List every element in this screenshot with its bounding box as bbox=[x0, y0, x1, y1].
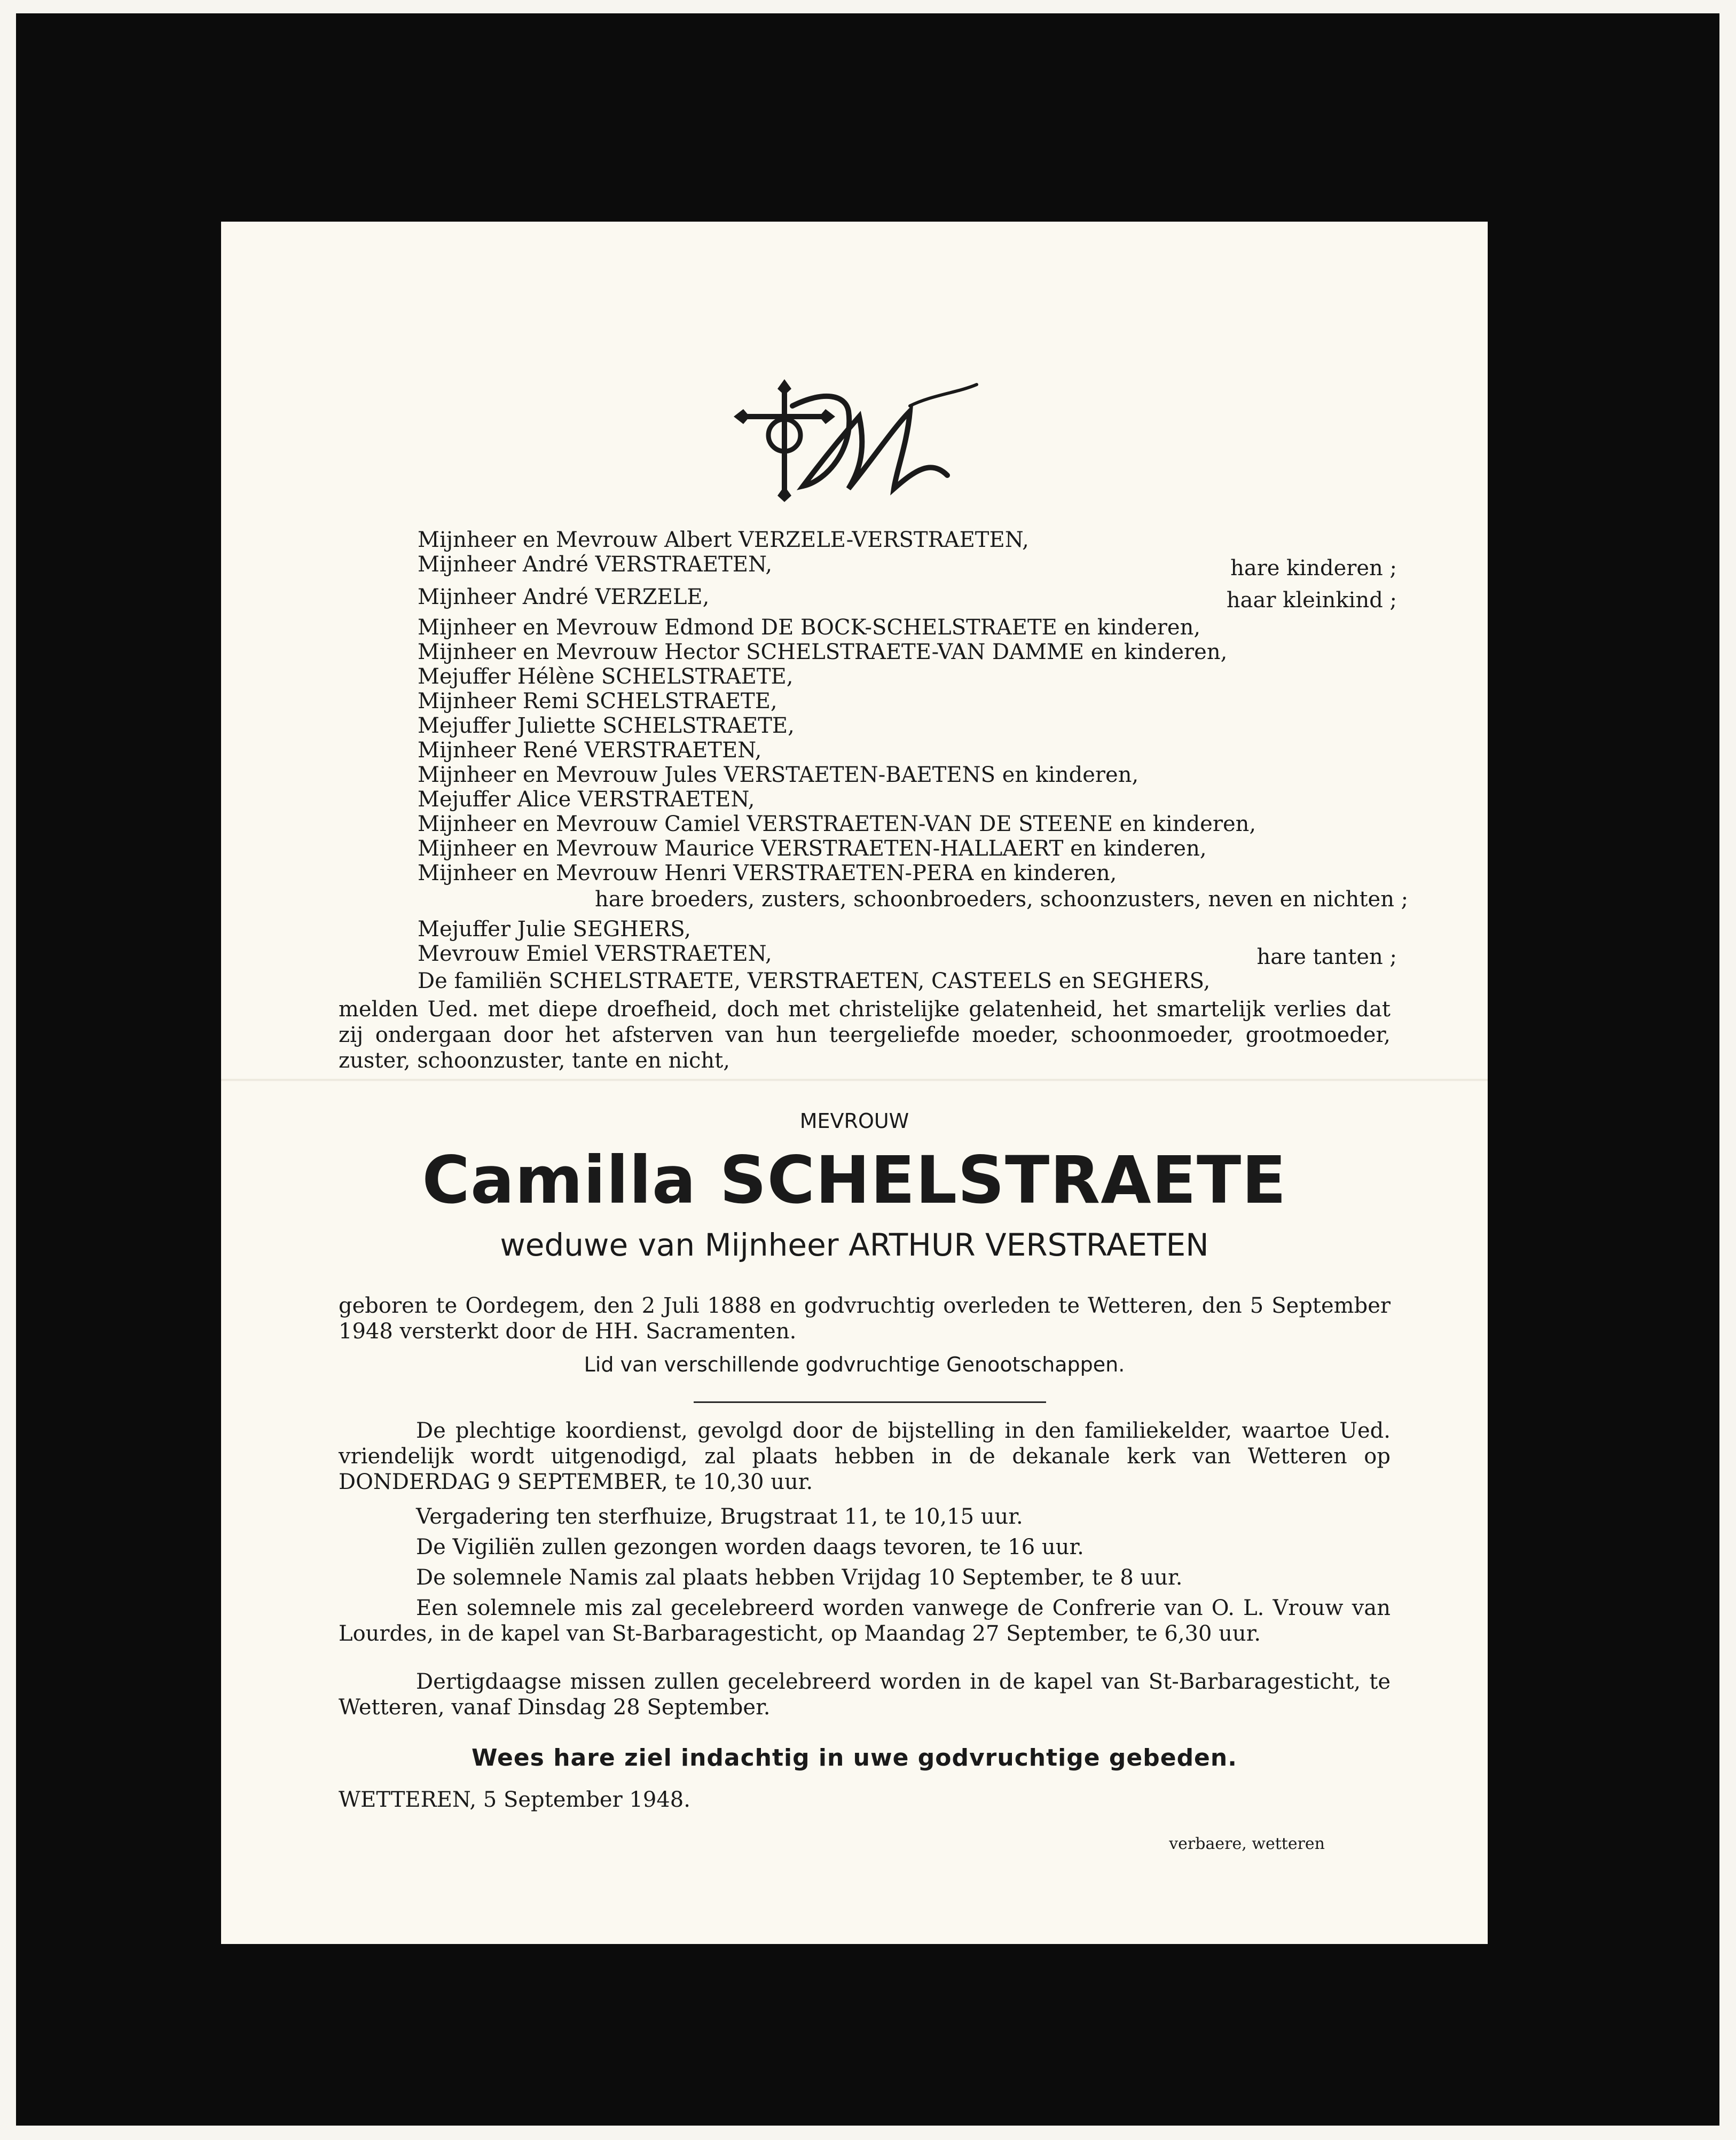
family-line: Mejuffer Alice VERSTRAETEN, bbox=[418, 787, 755, 812]
family-line: Mejuffer Juliette SCHELSTRAETE, bbox=[418, 714, 795, 738]
thirty-days-paragraph: Dertigdaagse missen zullen gecelebreerd worden in de kapel van St-Barbaragesticht, te Wetteren, vanaf Dinsdag 28 September. bbox=[339, 1669, 1391, 1720]
family-line: Mijnheer en Mevrouw Henri VERSTRAETEN-PERA en kinderen, bbox=[418, 861, 1117, 885]
service-line: Vergadering ten sterfhuize, Brugstraat 11, te 10,15 uur. bbox=[416, 1504, 1023, 1529]
fold-crease bbox=[221, 1078, 1488, 1081]
family-line: Mijnheer en Mevrouw Hector SCHELSTRAETE-VAN DAMME en kinderen, bbox=[418, 640, 1228, 664]
deceased-prefix: MEVROUW bbox=[799, 1109, 909, 1133]
divider-line bbox=[694, 1401, 1046, 1403]
family-summary-line: hare broeders, zusters, schoonbroeders, schoonzusters, neven en nichten ; bbox=[595, 887, 1409, 912]
confrerie-paragraph: Een solemnele mis zal gecelebreerd worden vanwege de Confrerie van O. L. Vrouw van Lourdes, in de kapel van St-Barbaragesticht, op Maandag 27 September, te 6,30 uur. bbox=[339, 1596, 1391, 1646]
family-line: Mijnheer André VERZELE, bbox=[418, 585, 710, 609]
printer-mark: verbaere, wetteren bbox=[1169, 1835, 1325, 1853]
relation-children: hare kinderen ; bbox=[1230, 556, 1397, 581]
relation-aunts: hare tanten ; bbox=[1256, 945, 1397, 969]
membership-line: Lid van verschillende godvruchtige Genootschappen. bbox=[584, 1353, 1125, 1376]
family-line: Mejuffer Julie SEGHERS, bbox=[418, 917, 691, 942]
family-line: Mijnheer en Mevrouw Maurice VERSTRAETEN-HALLAERT en kinderen, bbox=[418, 836, 1207, 861]
widow-of-line: weduwe van Mijnheer ARTHUR VERSTRAETEN bbox=[500, 1227, 1209, 1263]
family-line: Mijnheer Remi SCHELSTRAETE, bbox=[418, 689, 777, 714]
family-line: Mijnheer en Mevrouw Camiel VERSTRAETEN-VAN DE STEENE en kinderen, bbox=[418, 812, 1256, 836]
service-paragraph: De plechtige koordienst, gevolgd door de bijstelling in den familiekelder, waartoe Ued. vriendelijk wordt uitgenodigd, zal plaats hebben in de dekanale kerk van Wetteren op DONDERDAG 9 SEPTEMBER, te 10,30 uur. bbox=[339, 1418, 1391, 1494]
announcement-paragraph: melden Ued. met diepe droefheid, doch met christelijke gelatenheid, het smartelijk verlies dat zij ondergaan door het afsterven van hun teergeliefde moeder, schoonmoeder, grootmoeder, zuster, schoonzuster, tante en nicht, bbox=[339, 997, 1391, 1073]
family-line: Mijnheer en Mevrouw Jules VERSTAETEN-BAETENS en kinderen, bbox=[418, 763, 1139, 787]
family-line: Mijnheer en Mevrouw Albert VERZELE-VERSTRAETEN, bbox=[418, 528, 1029, 552]
mourning-card bbox=[221, 222, 1488, 1944]
closing-prayer: Wees hare ziel indachtig in uwe godvruchtige gebeden. bbox=[472, 1744, 1237, 1771]
family-line: De familiën SCHELSTRAETE, VERSTRAETEN, CASTEELS en SEGHERS, bbox=[418, 969, 1211, 993]
family-line: Mijnheer André VERSTRAETEN, bbox=[418, 552, 773, 577]
birth-death-text: geboren te Oordegem, den 2 Juli 1888 en godvruchtig overleden te Wetteren, den 5 September 1948 versterkt door de HH. Sacramenten. bbox=[339, 1294, 1391, 1344]
family-line: Mejuffer Hélène SCHELSTRAETE, bbox=[418, 664, 794, 689]
service-line: De Vigiliën zullen gezongen worden daags tevoren, te 16 uur. bbox=[416, 1535, 1084, 1559]
family-line: Mevrouw Emiel VERSTRAETEN, bbox=[418, 942, 772, 966]
cross-monogram-icon bbox=[734, 374, 979, 502]
family-line: Mijnheer en Mevrouw Edmond DE BOCK-SCHELSTRAETE en kinderen, bbox=[418, 615, 1201, 640]
family-line: Mijnheer René VERSTRAETEN, bbox=[418, 738, 762, 763]
place-date: WETTEREN, 5 September 1948. bbox=[339, 1788, 690, 1812]
deceased-name: Camilla SCHELSTRAETE bbox=[422, 1142, 1287, 1218]
service-line: De solemnele Namis zal plaats hebben Vrijdag 10 September, te 8 uur. bbox=[416, 1565, 1183, 1590]
relation-grandchild: haar kleinkind ; bbox=[1226, 588, 1397, 613]
